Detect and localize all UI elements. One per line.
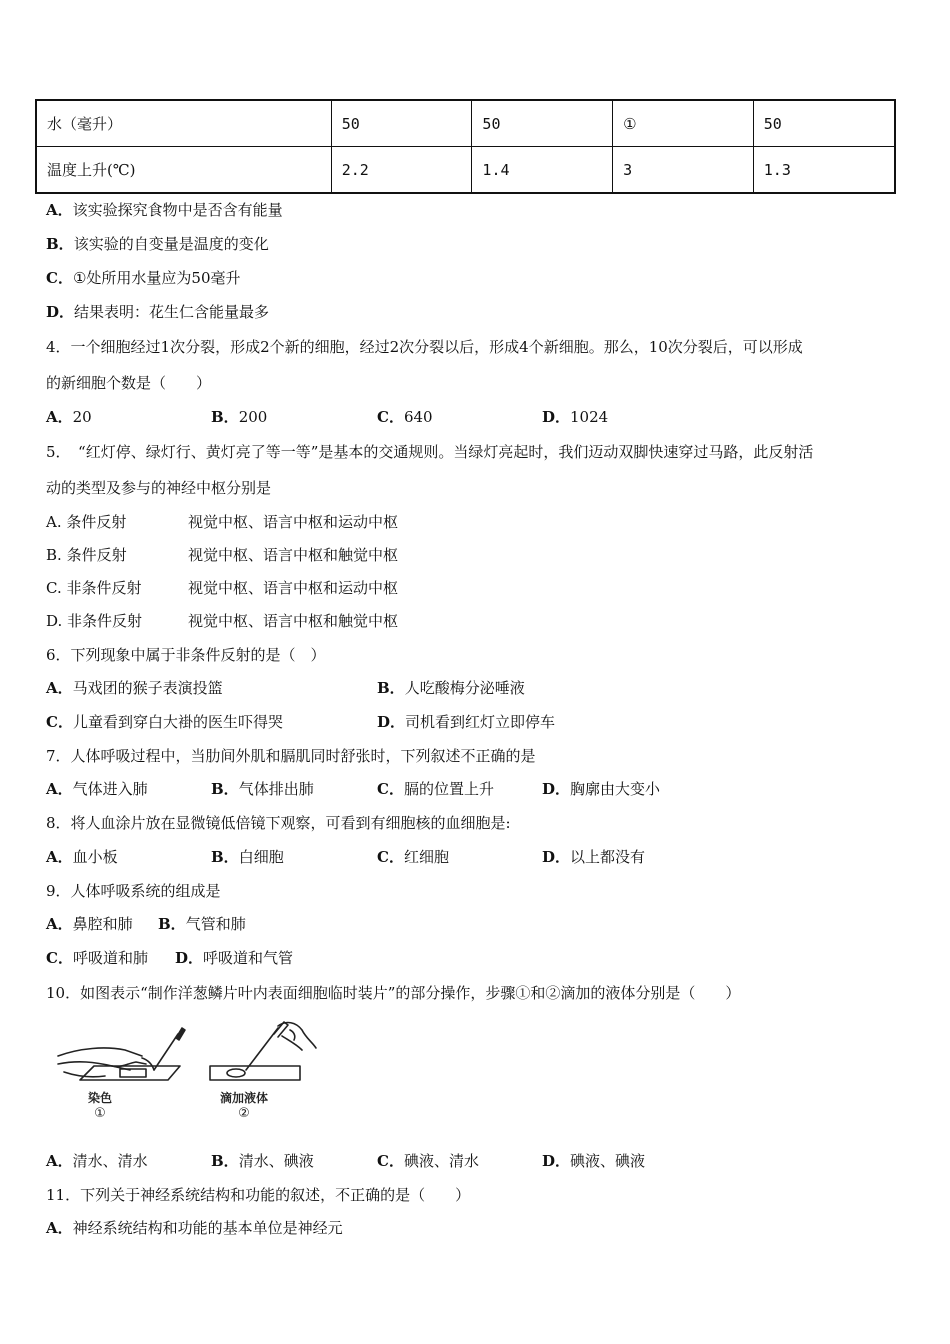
add-liquid-step-illustration (210, 1022, 316, 1080)
q5-option-d-text: 视觉中枢、语言中枢和触觉中枢 (188, 612, 399, 630)
table-cell: 50 (753, 100, 895, 147)
q8-option-a: A．血小板 (46, 848, 118, 866)
q5-option-a-text: 视觉中枢、语言中枢和运动中枢 (188, 513, 399, 531)
q5-stem-cont: 动的类型及参与的神经中枢分别是 (46, 479, 272, 497)
table-row (36, 147, 895, 194)
q9-option-c: C．呼吸道和肺 (46, 949, 148, 967)
q8-option-d: D．以上都没有 (542, 848, 646, 866)
q4-stem-cont: 的新细胞个数是（ ） (46, 374, 212, 392)
q9-stem: 9．人体呼吸系统的组成是 (46, 882, 221, 900)
q5-option-b: B. 条件反射 (46, 546, 127, 564)
row-label: 温度上升(℃) (36, 147, 331, 194)
q3-option-b: B．该实验的自变量是温度的变化 (46, 235, 269, 253)
q7-option-a: A．气体进入肺 (46, 780, 148, 798)
figure-caption-2: 滴加液体 (219, 1091, 269, 1105)
q10-figure (50, 1018, 320, 1120)
q9-option-d: D．呼吸道和气管 (175, 949, 294, 967)
q6-option-c: C．儿童看到穿白大褂的医生吓得哭 (46, 713, 283, 731)
q5-stem: 5． “红灯停、绿灯行、黄灯亮了等一等”是基本的交通规则。当绿灯亮起时，我们迈动双脚快速穿过马路，此反射活 (46, 443, 814, 461)
q5-option-b-text: 视觉中枢、语言中枢和触觉中枢 (188, 546, 399, 564)
q6-stem: 6．下列现象中属于非条件反射的是（ ） (46, 646, 326, 664)
experiment-table (35, 99, 896, 194)
table-cell: 3 (613, 147, 754, 194)
q8-option-b: B．白细胞 (211, 848, 284, 866)
table-cell: 2.2 (331, 147, 472, 194)
q7-option-b: B．气体排出肺 (211, 780, 314, 798)
q7-stem: 7．人体呼吸过程中，当肋间外肌和膈肌同时舒张时，下列叙述不正确的是 (46, 747, 536, 765)
q10-option-b: B．清水、碘液 (211, 1152, 314, 1170)
table-cell: 50 (472, 100, 613, 147)
q4-option-b: B．200 (211, 408, 268, 426)
q9-option-b: B．气管和肺 (158, 915, 246, 933)
q4-option-c: C．640 (377, 408, 433, 426)
figure-step-1: ① (94, 1106, 106, 1120)
table-cell: 50 (331, 100, 472, 147)
q3-option-d: D．结果表明：花生仁含能量最多 (46, 303, 270, 321)
q10-stem: 10．如图表示“制作洋葱鳞片叶内表面细胞临时装片”的部分操作，步骤①和②滴加的液体分别是（ ） (46, 984, 741, 1002)
q9-option-a: A．鼻腔和肺 (46, 915, 133, 933)
q5-option-c-text: 视觉中枢、语言中枢和运动中枢 (188, 579, 399, 597)
q5-option-c: C. 非条件反射 (46, 579, 142, 597)
q5-option-d: D. 非条件反射 (46, 612, 143, 630)
figure-step-2: ② (238, 1106, 250, 1120)
q10-option-d: D．碘液、碘液 (542, 1152, 646, 1170)
table-cell: ① (613, 100, 754, 147)
q10-option-c: C．碘液、清水 (377, 1152, 479, 1170)
q7-option-c: C．膈的位置上升 (377, 780, 494, 798)
row-label: 水（毫升） (36, 100, 331, 147)
q8-stem: 8．将人血涂片放在显微镜低倍镜下观察，可看到有细胞核的血细胞是: (46, 814, 511, 832)
table-row (36, 100, 895, 147)
table-cell: 1.4 (472, 147, 613, 194)
q4-option-a: A．20 (46, 408, 92, 426)
q8-option-c: C．红细胞 (377, 848, 449, 866)
q11-option-a: A．神经系统结构和功能的基本单位是神经元 (46, 1219, 343, 1237)
q6-option-a: A．马戏团的猴子表演投篮 (46, 679, 223, 697)
q3-option-c: C．①处所用水量应为50毫升 (46, 269, 241, 287)
q6-option-d: D．司机看到红灯立即停车 (377, 713, 556, 731)
table-cell: 1.3 (753, 147, 895, 194)
stain-step-illustration (58, 1028, 185, 1080)
q10-option-a: A．清水、清水 (46, 1152, 148, 1170)
q5-option-a: A. 条件反射 (46, 513, 127, 531)
q4-option-d: D．1024 (542, 408, 609, 426)
q6-option-b: B．人吃酸梅分泌唾液 (377, 679, 525, 697)
q3-option-a: A．该实验探究食物中是否含有能量 (46, 201, 283, 219)
q4-stem: 4．一个细胞经过1次分裂，形成2个新的细胞，经过2次分裂以后，形成4个新细胞。那么，10次分裂后，可以形成 (46, 338, 803, 356)
q7-option-d: D．胸廓由大变小 (542, 780, 661, 798)
q11-stem: 11．下列关于神经系统结构和功能的叙述，不正确的是（ ） (46, 1186, 471, 1204)
figure-caption-1: 染色 (87, 1091, 113, 1105)
